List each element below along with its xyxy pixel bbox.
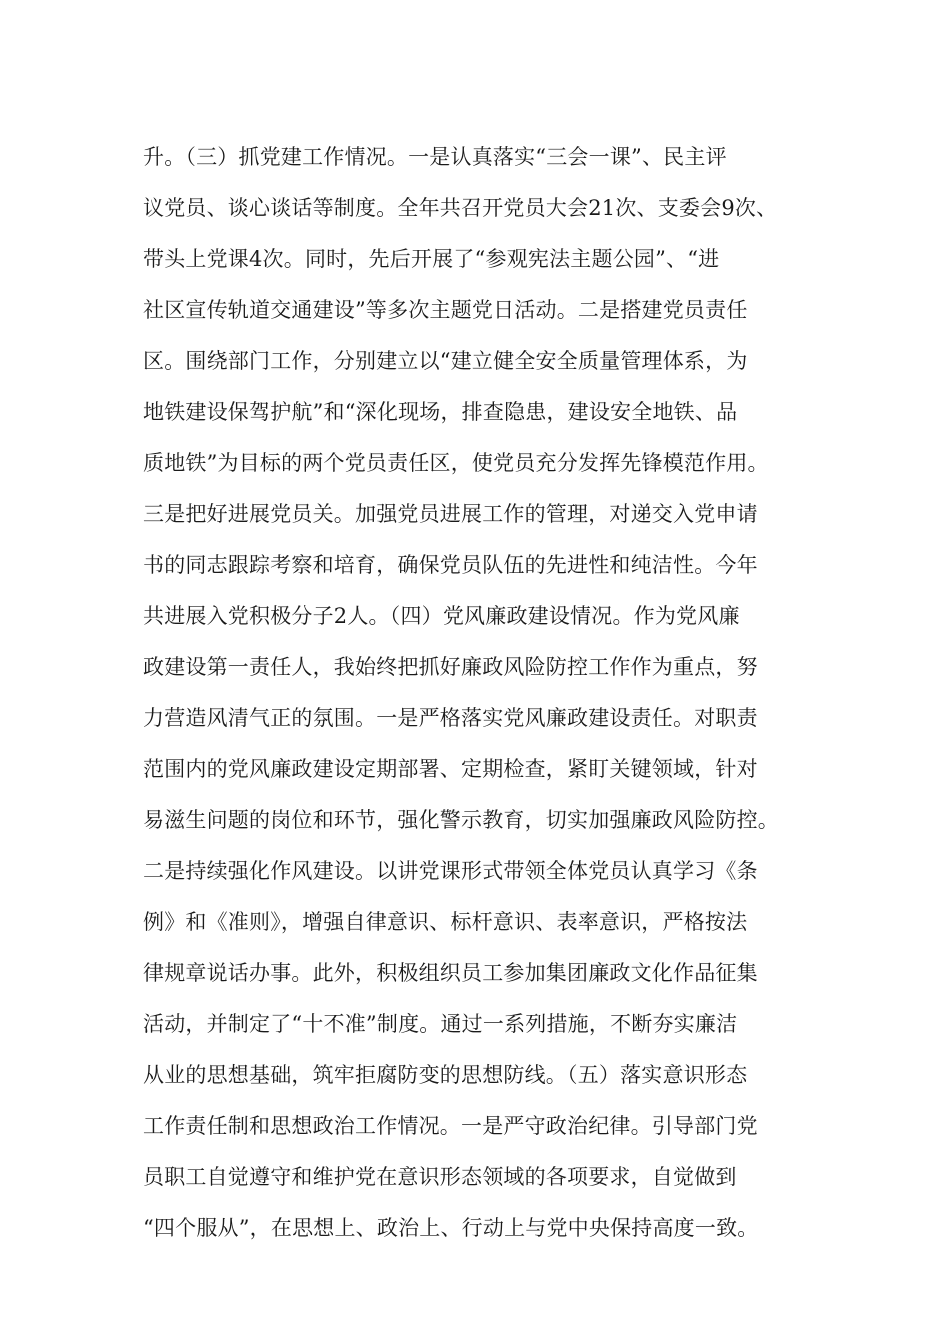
body-text [143, 132, 843, 1254]
text-line: 三是把好进展党员关。加强党员进展工作的管理，对递交入党申请 [143, 502, 758, 526]
text-line: 员职工自觉遵守和维护党在意识形态领域的各项要求，自觉做到 [143, 1165, 737, 1189]
text-line: 升。（三）抓党建工作情况。一是认真落实“三会一课”、民主评 [143, 145, 727, 169]
text-line: 工作责任制和思想政治工作情况。一是严守政治纪律。引导部门党 [143, 1114, 758, 1138]
text-line: 例》和《准则》，增强自律意识、标杆意识、表率意识，严格按法 [143, 910, 748, 934]
text-line: 社区宣传轨道交通建设”等多次主题党日活动。二是搭建党员责任 [143, 298, 748, 322]
text-line: 二是持续强化作风建设。以讲党课形式带领全体党员认真学习《条 [143, 859, 758, 883]
text-line: 共进展入党积极分子2人。（四）党风廉政建设情况。作为党风廉 [143, 604, 740, 628]
text-line: 易滋生问题的岗位和环节，强化警示教育，切实加强廉政风险防控。 [143, 808, 779, 832]
text-line: 范围内的党风廉政建设定期部署、定期检查，紧盯关键领域，针对 [143, 757, 758, 781]
text-line: 书的同志跟踪考察和培育，确保党员队伍的先进性和纯洁性。今年 [143, 553, 758, 577]
text-line: 带头上党课4次。同时，先后开展了“参观宪法主题公园”、“进 [143, 247, 720, 271]
text-line: “四个服从”，在思想上、政治上、行动上与党中央保持高度一致。 [143, 1216, 759, 1240]
text-line: 政建设第一责任人，我始终把抓好廉政风险防控工作作为重点，努 [143, 655, 758, 679]
text-line: 地铁建设保驾护航”和“深化现场，排查隐患，建设安全地铁、品 [143, 400, 738, 424]
text-line: 从业的思想基础，筑牢拒腐防变的思想防线。（五）落实意识形态 [143, 1063, 748, 1087]
text-line: 议党员、谈心谈话等制度。全年共召开党员大会21次、支委会9次、 [143, 196, 778, 220]
text-line: 区。围绕部门工作，分别建立以“建立健全安全质量管理体系，为 [143, 349, 748, 373]
text-line: 律规章说话办事。此外，积极组织员工参加集团廉政文化作品征集 [143, 961, 758, 985]
text-line: 力营造风清气正的氛围。一是严格落实党风廉政建设责任。对职责 [143, 706, 758, 730]
text-line: 质地铁”为目标的两个党员责任区，使党员充分发挥先锋模范作用。 [143, 451, 769, 475]
text-line: 活动，并制定了“十不准”制度。通过一系列措施，不断夯实廉洁 [143, 1012, 738, 1036]
